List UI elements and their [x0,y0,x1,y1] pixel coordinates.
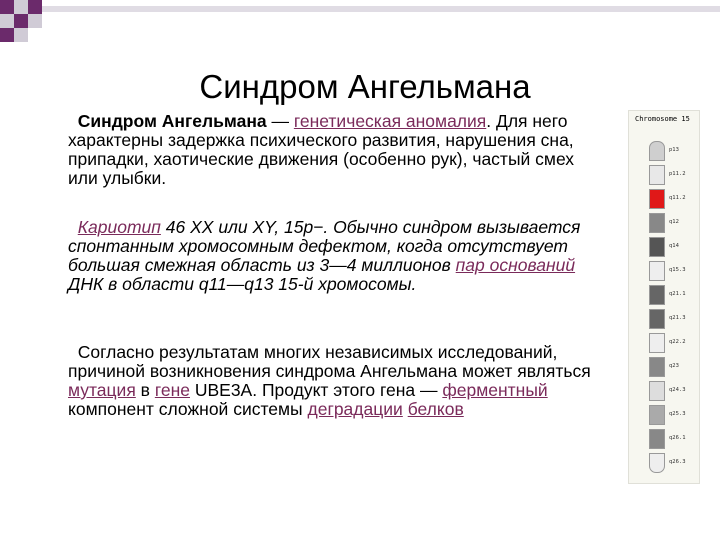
chromosome-band-label: q12 [669,219,679,225]
chromosome-band [649,165,665,185]
chromosome-band [649,213,665,233]
chromosome-band [649,453,665,473]
chromosome-band [649,357,665,377]
decor-square-6 [0,28,14,42]
slide-title: Синдром Ангельмана [199,68,531,106]
link-genetic-anomaly[interactable]: генетическая аномалия [293,111,487,131]
decor-square-8 [28,14,42,28]
chromosome-band [649,405,665,425]
chromosome-band-label: q26.1 [669,435,686,441]
decor-square-4 [14,14,28,28]
decor-square-1 [0,0,14,14]
chromosome-band [649,381,665,401]
header-bar [42,6,720,12]
chromosome-band-label: q21.3 [669,315,686,321]
decor-square-7 [14,28,28,42]
link-karyotype[interactable]: Кариотип [77,217,161,237]
chromosome-band-label: q15.3 [669,267,686,273]
karyotype-text-1: 46 XX или XY, 15p−. Обычно синдром вызывается спонтанным хромосомным дефектом, когда отсутствует большая смежная область из 3—4 миллионов [68,217,581,275]
chromosome-band [649,189,665,209]
chromosome-band-label: q14 [669,243,679,249]
chromosome-band [649,309,665,329]
chromosome-band [649,237,665,257]
paragraph-research [68,343,608,419]
decor-square-2 [14,0,28,14]
chromosome-band-label: q21.1 [669,291,686,297]
definition-text: . Для него характерны задержка психического развития, нарушения сна, припадки, хаотические движения (особенно рук), частый смех или улыбки. [68,111,575,188]
chromosome-band-label: q24.3 [669,387,686,393]
decor-square-3 [0,14,14,28]
chromosome-title: Chromosome 15 [635,115,690,123]
research-text-3: UBE3A. Продукт этого гена — [189,380,443,400]
chromosome-band [649,141,665,161]
chromosome-band [649,285,665,305]
chromosome-15-ideogram [628,110,700,484]
chromosome-band-label: q23 [669,363,679,369]
chromosome-band [649,429,665,449]
paragraph-definition [68,112,608,188]
chromosome-band-label: p13 [669,147,679,153]
link-base-pairs[interactable]: пар оснований [455,255,576,275]
chromosome-band [649,333,665,353]
paragraph-karyotype [68,218,608,294]
chromosome-band-label: q22.2 [669,339,686,345]
research-text-1: Согласно результатам многих независимых исследований, причиной возникновения синдрома Ангельмана может являться [68,342,591,381]
link-degradation[interactable]: деградации [307,399,403,419]
link-proteins[interactable]: белков [407,399,464,419]
chromosome-band-label: p11.2 [669,171,686,177]
chromosome-band-label: q25.3 [669,411,686,417]
chromosome-band-label: q11.2 [669,195,686,201]
link-gene[interactable]: гене [154,380,190,400]
chromosome-band-label: q26.3 [669,459,686,465]
link-mutation[interactable]: мутация [68,380,136,400]
term-angelman: Синдром Ангельмана [77,111,267,131]
chromosome-band [649,261,665,281]
decor-square-5 [28,0,42,14]
karyotype-text-2: ДНК в области q11—q13 15-й хромосомы. [68,274,417,294]
link-enzymatic[interactable]: ферментный [442,380,548,400]
dash-text: — [266,111,294,131]
research-text-2: в [135,380,155,400]
research-text-4: компонент сложной системы [68,399,308,419]
